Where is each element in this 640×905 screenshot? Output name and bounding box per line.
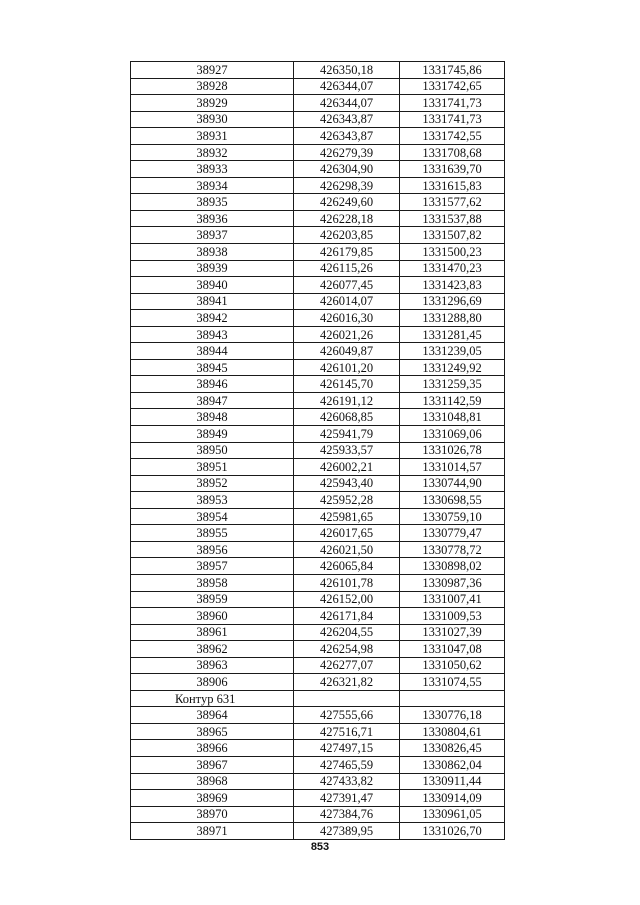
point-number-cell: 38952 (131, 475, 294, 492)
x-coordinate-cell: 426344,07 (294, 95, 400, 112)
y-coordinate-cell: 1331048,81 (400, 409, 505, 426)
point-number-cell: 38931 (131, 128, 294, 145)
point-number-cell: 38906 (131, 674, 294, 691)
point-number-cell: 38963 (131, 657, 294, 674)
x-coordinate-cell: 426115,26 (294, 260, 400, 277)
y-coordinate-cell: 1331577,62 (400, 194, 505, 211)
table-row (131, 707, 505, 724)
table-row (131, 624, 505, 641)
y-coordinate-cell: 1330779,47 (400, 525, 505, 542)
section-row (131, 690, 505, 707)
point-number-cell: 38967 (131, 756, 294, 773)
table-row (131, 442, 505, 459)
point-number-cell: 38965 (131, 723, 294, 740)
x-coordinate-cell: 427389,95 (294, 823, 400, 840)
y-coordinate-cell: 1331742,65 (400, 78, 505, 95)
y-coordinate-cell: 1331615,83 (400, 177, 505, 194)
x-coordinate-cell: 425933,57 (294, 442, 400, 459)
y-coordinate-cell: 1330914,09 (400, 790, 505, 807)
table-row (131, 128, 505, 145)
x-coordinate-cell: 426321,82 (294, 674, 400, 691)
point-number-cell: 38958 (131, 574, 294, 591)
x-coordinate-cell: 426077,45 (294, 277, 400, 294)
table-row (131, 376, 505, 393)
table-row (131, 806, 505, 823)
x-coordinate-cell: 426343,87 (294, 111, 400, 128)
x-coordinate-cell: 425952,28 (294, 492, 400, 509)
table-row (131, 111, 505, 128)
table-row (131, 78, 505, 95)
y-coordinate-cell: 1331026,78 (400, 442, 505, 459)
x-coordinate-cell: 426014,07 (294, 293, 400, 310)
point-number-cell: 38941 (131, 293, 294, 310)
y-coordinate-cell: 1331069,06 (400, 426, 505, 443)
y-coordinate-cell: 1331537,88 (400, 210, 505, 227)
x-coordinate-cell: 426016,30 (294, 310, 400, 327)
x-coordinate-cell: 426101,20 (294, 359, 400, 376)
point-number-cell: 38928 (131, 78, 294, 95)
y-coordinate-cell: 1331296,69 (400, 293, 505, 310)
point-number-cell: 38968 (131, 773, 294, 790)
table-row (131, 740, 505, 757)
y-coordinate-cell: 1331009,53 (400, 608, 505, 625)
y-coordinate-cell: 1331050,62 (400, 657, 505, 674)
table-row (131, 657, 505, 674)
y-coordinate-cell: 1330862,04 (400, 756, 505, 773)
y-coordinate-cell: 1330744,90 (400, 475, 505, 492)
table-row (131, 392, 505, 409)
table-row (131, 359, 505, 376)
coordinates-table (130, 61, 505, 840)
y-coordinate-cell: 1331470,23 (400, 260, 505, 277)
table-row (131, 161, 505, 178)
x-coordinate-cell: 426068,85 (294, 409, 400, 426)
coordinates-table-body (131, 62, 505, 840)
y-coordinate-cell: 1331741,73 (400, 95, 505, 112)
x-coordinate-cell: 426101,78 (294, 574, 400, 591)
table-row (131, 756, 505, 773)
y-coordinate-cell: 1330698,55 (400, 492, 505, 509)
y-coordinate-cell: 1331249,92 (400, 359, 505, 376)
table-row (131, 210, 505, 227)
table-row (131, 227, 505, 244)
point-number-cell: 38945 (131, 359, 294, 376)
y-coordinate-cell: 1331239,05 (400, 343, 505, 360)
table-row (131, 326, 505, 343)
table-row (131, 790, 505, 807)
table-row (131, 492, 505, 509)
section-label-cell: Контур 631 (131, 690, 294, 707)
x-coordinate-cell: 426304,90 (294, 161, 400, 178)
point-number-cell: 38938 (131, 244, 294, 261)
x-coordinate-cell: 426021,26 (294, 326, 400, 343)
point-number-cell: 38943 (131, 326, 294, 343)
y-coordinate-cell: 1331142,59 (400, 392, 505, 409)
point-number-cell: 38957 (131, 558, 294, 575)
point-number-cell: 38971 (131, 823, 294, 840)
y-coordinate-cell: 1330898,02 (400, 558, 505, 575)
point-number-cell: 38942 (131, 310, 294, 327)
x-coordinate-cell: 426277,07 (294, 657, 400, 674)
x-coordinate-cell: 426145,70 (294, 376, 400, 393)
y-coordinate-cell: 1330759,10 (400, 508, 505, 525)
y-coordinate-cell: 1331745,86 (400, 62, 505, 79)
point-number-cell: 38950 (131, 442, 294, 459)
x-coordinate-cell: 426065,84 (294, 558, 400, 575)
point-number-cell: 38969 (131, 790, 294, 807)
y-coordinate-cell: 1331026,70 (400, 823, 505, 840)
y-coordinate-cell: 1330911,44 (400, 773, 505, 790)
x-coordinate-cell: 425943,40 (294, 475, 400, 492)
x-coordinate-cell: 426254,98 (294, 641, 400, 658)
x-coordinate-cell: 425981,65 (294, 508, 400, 525)
table-row (131, 723, 505, 740)
x-coordinate-cell: 426249,60 (294, 194, 400, 211)
table-row (131, 541, 505, 558)
table-row (131, 144, 505, 161)
y-coordinate-cell: 1330987,36 (400, 574, 505, 591)
point-number-cell: 38964 (131, 707, 294, 724)
point-number-cell: 38947 (131, 392, 294, 409)
point-number-cell: 38934 (131, 177, 294, 194)
point-number-cell: 38932 (131, 144, 294, 161)
table-row (131, 641, 505, 658)
table-row (131, 277, 505, 294)
page-number: 853 (310, 841, 330, 853)
y-coordinate-cell: 1330961,05 (400, 806, 505, 823)
table-row (131, 823, 505, 840)
point-number-cell: 38930 (131, 111, 294, 128)
x-coordinate-cell: 426203,85 (294, 227, 400, 244)
table-row (131, 558, 505, 575)
x-coordinate-cell: 426049,87 (294, 343, 400, 360)
y-coordinate-cell: 1331047,08 (400, 641, 505, 658)
y-coordinate-cell: 1330826,45 (400, 740, 505, 757)
x-coordinate-cell: 426191,12 (294, 392, 400, 409)
point-number-cell: 38970 (131, 806, 294, 823)
table-row (131, 95, 505, 112)
x-coordinate-cell: 427497,15 (294, 740, 400, 757)
y-coordinate-cell: 1331423,83 (400, 277, 505, 294)
y-coordinate-cell: 1331288,80 (400, 310, 505, 327)
table-row (131, 674, 505, 691)
table-row (131, 591, 505, 608)
point-number-cell: 38955 (131, 525, 294, 542)
table-row (131, 525, 505, 542)
y-coordinate-cell: 1331639,70 (400, 161, 505, 178)
y-coordinate-cell: 1331074,55 (400, 674, 505, 691)
x-coordinate-cell: 426021,50 (294, 541, 400, 558)
point-number-cell: 38961 (131, 624, 294, 641)
x-coordinate-cell: 427391,47 (294, 790, 400, 807)
x-coordinate-cell: 427433,82 (294, 773, 400, 790)
point-number-cell: 38949 (131, 426, 294, 443)
x-coordinate-cell (294, 690, 400, 707)
point-number-cell: 38927 (131, 62, 294, 79)
table-row (131, 177, 505, 194)
point-number-cell: 38929 (131, 95, 294, 112)
point-number-cell: 38935 (131, 194, 294, 211)
x-coordinate-cell: 427384,76 (294, 806, 400, 823)
y-coordinate-cell: 1331281,45 (400, 326, 505, 343)
x-coordinate-cell: 426343,87 (294, 128, 400, 145)
point-number-cell: 38962 (131, 641, 294, 658)
x-coordinate-cell: 426350,18 (294, 62, 400, 79)
y-coordinate-cell: 1331014,57 (400, 459, 505, 476)
table-row (131, 459, 505, 476)
table-row (131, 260, 505, 277)
y-coordinate-cell: 1331708,68 (400, 144, 505, 161)
table-row (131, 194, 505, 211)
x-coordinate-cell: 425941,79 (294, 426, 400, 443)
point-number-cell: 38954 (131, 508, 294, 525)
point-number-cell: 38937 (131, 227, 294, 244)
y-coordinate-cell: 1331741,73 (400, 111, 505, 128)
x-coordinate-cell: 426228,18 (294, 210, 400, 227)
y-coordinate-cell: 1331259,35 (400, 376, 505, 393)
x-coordinate-cell: 426279,39 (294, 144, 400, 161)
x-coordinate-cell: 426002,21 (294, 459, 400, 476)
point-number-cell: 38959 (131, 591, 294, 608)
x-coordinate-cell: 427555,66 (294, 707, 400, 724)
point-number-cell: 38953 (131, 492, 294, 509)
table-row (131, 343, 505, 360)
table-row (131, 508, 505, 525)
point-number-cell: 38933 (131, 161, 294, 178)
point-number-cell: 38936 (131, 210, 294, 227)
table-row (131, 475, 505, 492)
y-coordinate-cell: 1330804,61 (400, 723, 505, 740)
y-coordinate-cell (400, 690, 505, 707)
table-row (131, 244, 505, 261)
x-coordinate-cell: 426344,07 (294, 78, 400, 95)
x-coordinate-cell: 426204,55 (294, 624, 400, 641)
point-number-cell: 38956 (131, 541, 294, 558)
y-coordinate-cell: 1330776,18 (400, 707, 505, 724)
table-row (131, 293, 505, 310)
table-row (131, 426, 505, 443)
table-row (131, 574, 505, 591)
point-number-cell: 38948 (131, 409, 294, 426)
y-coordinate-cell: 1331742,55 (400, 128, 505, 145)
x-coordinate-cell: 427465,59 (294, 756, 400, 773)
y-coordinate-cell: 1331507,82 (400, 227, 505, 244)
table-row (131, 608, 505, 625)
point-number-cell: 38940 (131, 277, 294, 294)
x-coordinate-cell: 426017,65 (294, 525, 400, 542)
y-coordinate-cell: 1331007,41 (400, 591, 505, 608)
x-coordinate-cell: 426179,85 (294, 244, 400, 261)
x-coordinate-cell: 426171,84 (294, 608, 400, 625)
x-coordinate-cell: 426152,00 (294, 591, 400, 608)
point-number-cell: 38951 (131, 459, 294, 476)
x-coordinate-cell: 426298,39 (294, 177, 400, 194)
point-number-cell: 38946 (131, 376, 294, 393)
y-coordinate-cell: 1330778,72 (400, 541, 505, 558)
point-number-cell: 38944 (131, 343, 294, 360)
table-row (131, 62, 505, 79)
point-number-cell: 38939 (131, 260, 294, 277)
x-coordinate-cell: 427516,71 (294, 723, 400, 740)
y-coordinate-cell: 1331500,23 (400, 244, 505, 261)
table-row (131, 773, 505, 790)
y-coordinate-cell: 1331027,39 (400, 624, 505, 641)
table-row (131, 409, 505, 426)
point-number-cell: 38960 (131, 608, 294, 625)
point-number-cell: 38966 (131, 740, 294, 757)
table-row (131, 310, 505, 327)
